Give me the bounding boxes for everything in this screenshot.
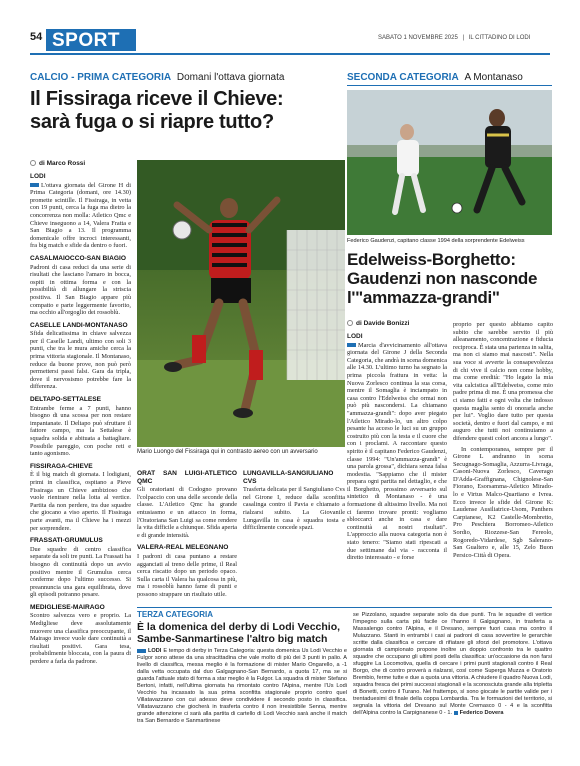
main-photo-caption: Mario Luongo del Fissiraga qui in contrasto aereo con un avversario — [137, 449, 318, 455]
right-col2-text: proprio per questo abbiamo capito subito che sarebbe servito il più alleanamento, concentrazione e fiducia reciproca. È stata una partenza in salita, ma non ci siamo mai nascosti". Nella sua voce si avverte la consapevolezza di chi vive il calcio non come hobby, ma come eredità: "Ho legato la mia vita calcistica all'Edelweiss, come mio padre prima di me. È una promessa che ci siamo fatti e ogni volta che indosso questa maglia sento di onorarla anche per lui". Voglio dare tutto per questa società, dentro e fuori dal campo, e mi auguro che tutti noi continuiamo a difendere questi colori ancora a lungo". — [453, 321, 553, 442]
section-text: I padroni di casa puntano a restare agganciati al treno delle prime, il Real cerca riscatto dopo un periodo opaco. Sulla carta il Valera ha qualcosa in più, ma i rossoblù hanno fame di punti e possono strappare un risultato utile. — [137, 552, 237, 598]
main-intro: L'ottava giornata del Girone H di Prima Categoria (domani, ore 14.30) promette scintille. Il Fissiraga, in vetta con 19 punti, cerca la fuga ma dietro la concorrenza non molla: Atletico Qmc e Chieve inseguono a 14, Valera Fratta e San Biagio a 13. Il programma domenicale offre incroci interessanti, fra big match e sfide da dentro o fuori. — [30, 181, 131, 250]
bottom-title-line1: È la domenica del derby di Lodi Vecchio, — [137, 621, 341, 633]
players-photo-illustration — [347, 90, 552, 235]
section-heading: MEDIGLIESE-MAIRAGO — [30, 603, 105, 611]
section-text: Sfida delicatissima in chiave salvezza per il Caselle Landi, ultimo con soli 3 punti, che tra le mura amiche cerca la prima vittoria stagionale. Il Montanaso, reduce da buone prove, non può però permettersi passi falsi. Gara da tripla, dove il nervosismo potrebbe fare la differenza. — [30, 330, 131, 391]
issue-date: SABATO 1 NOVEMBRE 2025 — [378, 35, 458, 41]
section-text: Entrambe ferme a 7 punti, hanno bisogno di una scossa per non restare impantanate. Il Deltapo può sfruttare il fattore campo, ma la Settalese è squadra solida e abituata a battagliare. Possibile pareggio, con poche reti e tanto agonismo. — [30, 404, 131, 458]
author-icon — [30, 160, 36, 166]
section-heading: VALERA-REAL MELEGNANO — [137, 544, 229, 552]
right-kicker-rule — [347, 85, 552, 86]
bottom-kicker: TERZA CATEGORIA — [137, 610, 213, 619]
bottom-title-line2: Sambe-Sanmartinese l'altro big match — [137, 633, 328, 645]
right-author — [347, 320, 409, 327]
main-kicker — [30, 72, 340, 83]
main-author — [30, 160, 85, 167]
section-heading: CASALMAIOCCO-SAN BIAGIO — [30, 254, 126, 262]
bottom-rule — [137, 607, 552, 608]
bottom-column-1 — [137, 648, 347, 764]
section-heading: ORAT SAN LUIGI-ATLETICO QMC — [137, 470, 237, 485]
main-kicker-rest: Domani l'ottava giornata — [176, 72, 285, 83]
main-title — [30, 88, 345, 134]
section-text: Gli oratoriani di Codogno provano l'colpaccio con una delle seconde della classe. L'Atletico Qmc ha grande entusiasmo e un attacco in forma, l'Oratoriana San Luigi sa come rendere la vita difficile a chiunque. Sfida aperta e di grande intensità. — [137, 486, 237, 539]
main-column-2 — [137, 465, 237, 605]
section-title: SPORT — [52, 30, 120, 51]
main-photo — [137, 160, 345, 447]
right-title-line3: l'"ammazza-grandi" — [347, 288, 500, 307]
bottom-signature: Federico Dovera — [459, 710, 504, 716]
right-title-line2: Gaudenzi non nasconde — [347, 269, 538, 288]
right-author-name: di Davide Bonizzi — [356, 320, 410, 327]
header-rule — [30, 53, 550, 55]
section-text: Due squadre di centro classifica separate da soli tre punti. La Frassati ha bisogno di continuità dopo un avvio positivo mentre il Grumulus cerca conferme dopo l'ultimo successo. Si preannuncia una gara equilibrata, dove gli episodi potranno pesare. — [30, 545, 131, 599]
right-photo — [347, 90, 552, 235]
bottom-column-2 — [353, 612, 552, 764]
section-text: Scontro salvezza vero e proprio. La Medigliese deve assolutamente muovere una classifica preoccupante, il Mairago invece vuole dare continuità a risultati positivi. Gara tesa, probabilmente bloccata, con la paura di perdere a farla da padrone. — [30, 612, 131, 666]
newspaper-name: IL CITTADINO DI LODI — [468, 35, 531, 41]
main-author-name: di Marco Rossi — [39, 160, 86, 167]
main-location: LODI — [30, 173, 46, 180]
section-heading: FRASSATI-GRUMULUS — [30, 537, 103, 545]
right-kicker — [347, 72, 552, 83]
bottom-title — [137, 621, 367, 645]
main-column-3 — [243, 465, 345, 605]
main-column-1 — [30, 173, 131, 763]
football-scene-illustration — [137, 160, 345, 447]
main-kicker-strong: CALCIO - PRIMA CATEGORIA — [30, 72, 172, 83]
section-heading: CASELLE LANDI-MONTANASO — [30, 321, 128, 329]
bottom-location: LODI — [148, 648, 162, 654]
right-col2b-text: In contemporanea, sempre per il Girone L andranno in scena Secugnago-Somaglia, Azzurra-Livraga, Casoni-Nuova Zorlesco, Caverago D'Adda-Graffignana, Chignolese-San Fiorano, Esorsamma-Atletico Mirado-lo e Virtus Malco-Quartiano e Ivrea. Ecco invece le sfide del Girone K: Laudense Ausiliatrice-Usom, Panthers Carpianese, K2 Castelle-Mombretto, Pro Peschiera Borromeo-Atletico Sordio, Riozzese-San Fereolo, Rogoredo-Vidardese, Sgb Salerano-San Gualtero e, alle 15, Zelo Buon Persico-Città di Opera. — [453, 445, 553, 559]
paragraph-marker — [347, 343, 356, 347]
paragraph-marker — [137, 649, 146, 653]
section-heading: FISSIRAGA-CHIEVE — [30, 462, 93, 470]
right-kicker-rest: A Montanaso — [464, 72, 523, 83]
right-photo-caption: Federico Gaudenzi, capitano classe 1994 della sorprendente Edelweiss — [347, 238, 525, 244]
section-heading: LUNGAVILLA-SANGIULIANO CVS — [243, 470, 334, 485]
section-text: Trasferta delicata per il Sangiuliano Cvs nel Girone I, reduce dalla sconfitta casalinga contro il Pavia e chiamato a rialzarsi subito. La Giovanile Lungavilla in casa è squadra tosta e difficilmente concede spazi. — [243, 486, 345, 532]
page-header: 54 SPORT SABATO 1 NOVEMBRE 2025 | IL CITTADINO DI LODI — [0, 0, 580, 62]
right-title-line1: Edelweiss-Borghetto: — [347, 250, 516, 269]
page-number: 54 — [30, 31, 43, 43]
right-kicker-strong: SECONDA CATEGORIA — [347, 72, 459, 83]
right-location: LODI — [347, 333, 363, 340]
paragraph-marker — [30, 183, 39, 187]
right-column-2 — [453, 321, 553, 603]
bottom-col2-text: se Pizzolano, squadre separate solo da due punti. Tra le squadre di vertice l'impegno sulla carta più facile ce l'hanno il Galgagnano, in trasferta a Massalengo contro l'Alpina, e il Dresano, sempre fuori casa ma contro il Mulazzano. Stanti in entrambi i casi ai padroni di casa sovvertire le gerarchie scritte dalla classifica e cercare di rifiatare gli sforzi del promotore. L'ottava giornata di campionato propone inoltre un doppio confronto tra le quattro squadre che occupano gli ultimi posti della classifica: un'occasione da non farsi sfuggire La Locomotiva, quella di cercare i primi punti stagionali contro il Real Borgo, che di contro proverà a rialzarsi, così come Superga Muzza e Oratorio Brembio, ferme tutte e due a quota una vittoria. A chiudere il quadro Nuova Lodi, squadra fresca dei primi successi stagionali e la sconosciuta grande alla tripletta di Bonetti, contro il Turano. Nel frattempo, sì sono giocate le partite valide per i trentaduesimi di finale della coppa Lombardia. Tra le formazioni del territorio, si segnala la vittoria del Dresano sul Monte Cremasco 0 - 4 e la sconfitta dell'Alpina contro la Carpignanese 0 - 1. — [353, 612, 552, 716]
main-title-line1: Il Fissiraga riceve il Chieve: — [30, 88, 284, 110]
section-heading: DELTAPO-SETTALESE — [30, 396, 102, 404]
right-title — [347, 250, 557, 307]
right-col1-text: Marcia d'avvicinamento all'ottava giornata del Girone J della Seconda Categoria, che andrà in scena domenica alle 14.30. L'ultimo turno ha segnato la prima piccola frattura in vetta: la Nuova Zorlesco continua la sua corsa, mentre il Somaglia è inciampato in casa contro l'Edelweiss che ormai non può più nascondersi. La chiamano "ammazza-grandi": dopo aver piegato l'Atletico Mirado-lo, un altro colpo pesante ha acceso le luci su un gruppo costruito più con la testa e il cuore che con i proclami. A raccontare questo spirito è il capitano Federico Gaudenzi, classe 1994: "Un'ammazza-grandi" è una parola grossa", dichiara senza falsa modestia. "Sappiamo che il mister prepara ogni partita nel dettaglio, e che il Borghetto, prossimo avversario sul sintetico di Montanaso - è una formazione di altissimo livello. Ma noi ci faremo trovare pronti: vogliamo sbloccarci anche in casa e dare continuità ai nostri risultati". L'approccio alla nuova categoria non è stato tenero: "Siamo stati ripescati a due settimane dal via - racconta il diretto interessato - e forse — [347, 341, 447, 562]
right-column-1 — [347, 333, 447, 603]
main-title-line2: sarà fuga o si riapre tutto? — [30, 111, 274, 133]
section-text: Padroni di casa reduci da una serie di risultati che lasciano l'amaro in bocca, ospiti in ottima forma e con la possibilità di allungare la striscia positiva. Il San Biagio appare più compatto e parte leggermente favorito, ma occhio all'orgoglio dei rossoblù. — [30, 263, 131, 317]
bottom-col1-text: È tempo di derby in Terza Categoria: questa domenica Us Lodi Vecchio e Fulgor sono attese da una stracittadina che vale molto di più dei 3 punti in palio. A livello di classifica, messa meglio è la formazione di mister Mario Ongarello, a -1 dalla vetta occupata dal duo Galgagnano-San Bernardo, a quota 17, ma se si guarda l'attuale stato di forma a star meglio è la Fulgor. La squadra di mister Stefano Bertoni, infatti, nell'ultima giornata ha rimontato contro l'Alpina, mentre l'Us Lodi Vecchio ha incassato la sua prima sconfitta stagionale proprio contro quel Villatavazzano con cui adesso deve condividere il secondo posto in classifica. Villatavazzano che giocherà in trasferta contro il non irresistibile Senna, mentre grande attenzione ci sarà alla partita di cartello di Lodi Vecchio sarà anche il match tra San Bernardo e Sanmartinese — [137, 648, 347, 724]
signature-marker — [454, 711, 458, 715]
section-text: È il big match di giornata. I lodigiani, primi in classifica, ospitano a Pieve Fissiraga un Chieve ambizioso che vuole rientrare nella lotta al vertice. Partita da non perdere, tra due squadre che giocano a viso aperto. Il Fissiraga parte avanti, ma il Chieve ha i mezzi per sorprendere. — [30, 471, 131, 532]
author-icon — [347, 320, 353, 326]
